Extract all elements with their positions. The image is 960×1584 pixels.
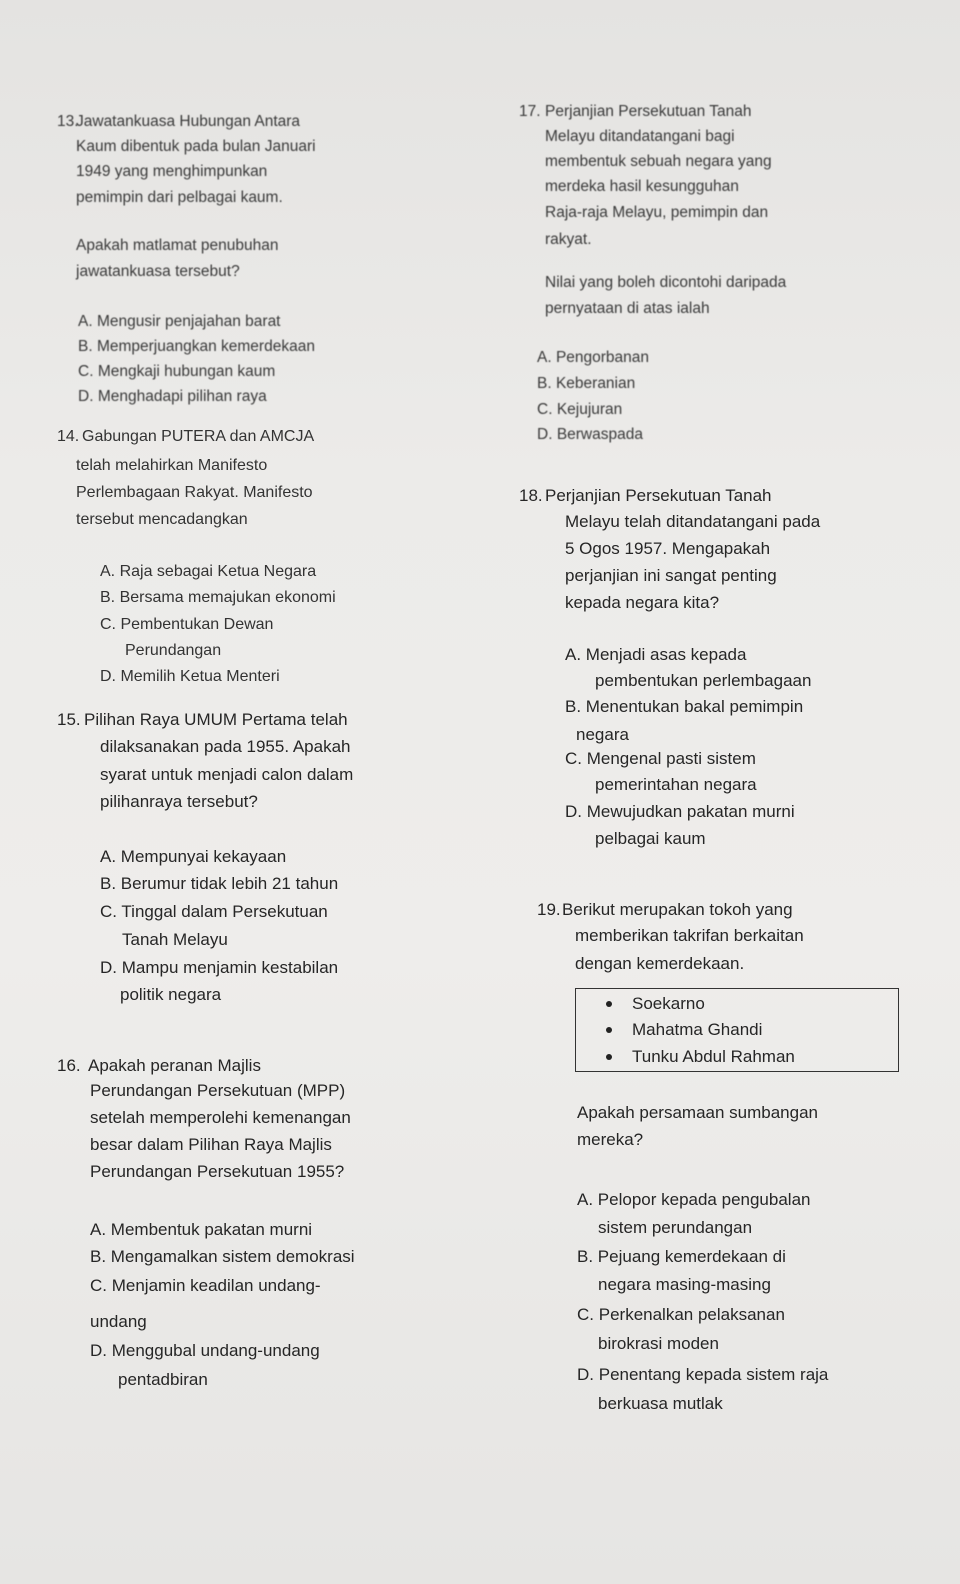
question-stem-line: Gabungan PUTERA dan AMCJA [82,428,315,445]
option-continuation: sistem perundangan [598,1218,753,1237]
question-stem-line: kepada negara kita? [565,593,720,612]
option-label: C. [100,616,121,633]
option-a[interactable] [100,561,316,583]
option-label: D. [90,1341,112,1360]
option-text: Pembentukan Dewan [120,616,274,633]
option-d[interactable] [577,1364,828,1386]
question-number: 17. [519,103,541,120]
option-text: Pelopor kepada pengubalan [597,1190,811,1209]
figure-name: Soekarno [632,994,705,1013]
option-text: Bersama memajukan ekonomi [119,589,336,606]
question-stem-line: pilihanraya tersebut? [100,792,258,811]
option-text: Menghadapi pilihan raya [97,388,267,405]
question-stem-line: besar dalam Pilihan Raya Majlis [90,1135,332,1154]
option-continuation: negara masing-masing [598,1275,771,1294]
option-a[interactable] [577,1189,810,1211]
option-text: Pejuang kemerdekaan di [597,1247,786,1266]
question-stem-line: 1949 yang menghimpunkan [76,163,268,180]
option-text: Mengusir penjajahan barat [96,313,281,330]
question-stem-line: Perjanjian Persekutuan Tanah [545,486,772,505]
question-number: 18. [519,486,543,505]
option-label: A. [90,1220,111,1239]
option-c[interactable] [577,1304,785,1326]
option-continuation: pemerintahan negara [595,775,757,794]
option-label: D. [537,426,557,443]
option-label: B. [565,697,586,716]
option-text: Mengamalkan sistem demokrasi [110,1247,355,1266]
option-d[interactable] [537,424,643,446]
option-a[interactable] [565,644,746,666]
option-continuation: negara [576,725,629,744]
question-stem-line: Kaum dibentuk pada bulan Januari [76,138,316,155]
question-number: 14. [57,428,80,445]
option-label: B. [78,338,97,355]
option-b[interactable] [577,1246,786,1268]
option-label: C. [100,902,122,921]
question-stem-line: Perjanjian Persekutuan Tanah [545,103,752,120]
option-b[interactable] [565,696,803,718]
question-stem-line: Perundangan Persekutuan 1955? [90,1162,345,1181]
option-label: B. [100,874,121,893]
option-label: B. [577,1247,598,1266]
option-text: Menjadi asas kepada [585,645,747,664]
option-text: Penentang kepada sistem raja [598,1365,829,1384]
question-stem-line: Pilihan Raya UMUM Pertama telah [84,710,348,729]
question-prompt-line: jawatankuasa tersebut? [76,263,240,280]
option-label: C. [565,749,587,768]
option-continuation: pembentukan perlembagaan [595,671,812,690]
option-label: A. [577,1190,598,1209]
question-stem-line: Melayu telah ditandatangani pada [565,512,821,531]
option-continuation: berkuasa mutlak [598,1394,723,1413]
option-text: Pengorbanan [555,349,650,366]
option-label: C. [537,401,557,418]
question-number: 13. [57,113,79,130]
option-label: A. [100,563,120,580]
option-c[interactable] [78,361,275,383]
question-number: 15. [57,710,81,729]
option-continuation: undang [90,1312,147,1331]
figure-name: Tunku Abdul Rahman [632,1047,795,1066]
option-a[interactable] [100,846,286,868]
option-text: Mampu menjamin kestabilan [121,958,339,977]
option-continuation: politik negara [120,985,222,1004]
question-stem-line: tersebut mencadangkan [76,511,248,528]
option-text: Berwaspada [556,426,643,443]
question-stem-line: 5 Ogos 1957. Mengapakah [565,539,771,558]
question-number: 19. [537,900,561,919]
option-label: D. [565,802,587,821]
option-label: D. [100,668,121,685]
question-prompt-line: Apakah matlamat penubuhan [76,237,279,254]
option-d[interactable] [100,666,280,688]
question-prompt-line: Apakah persamaan sumbangan [577,1103,818,1122]
option-text: Perkenalkan pelaksanan [598,1305,785,1324]
question-prompt-line: Nilai yang boleh dicontohi daripada [545,274,787,291]
question-prompt-line: mereka? [577,1130,644,1149]
option-text: Mempunyai kekayaan [120,847,287,866]
option-b[interactable] [100,587,336,609]
question-stem-line: pemimpin dari pelbagai kaum. [76,189,283,206]
option-c[interactable] [100,614,273,636]
option-continuation: Tanah Melayu [122,930,228,949]
option-label: B. [537,375,556,392]
option-label: D. [100,958,122,977]
option-b[interactable] [100,873,338,895]
question-stem-line: Apakah peranan Majlis [88,1056,261,1075]
option-label: A. [78,313,97,330]
option-text: Keberanian [555,375,636,392]
option-text: Raja sebagai Ketua Negara [119,563,317,580]
option-b[interactable] [78,336,315,358]
question-stem-line: Raja-raja Melayu, pemimpin dan [545,204,769,221]
option-c[interactable] [537,399,622,421]
question-stem-line: memberikan takrifan berkaitan [575,926,804,945]
question-stem-line: setelah memperolehi kemenangan [90,1108,351,1127]
option-label: C. [90,1276,112,1295]
option-label: B. [100,589,120,606]
question-stem-line: Berikut merupakan tokoh yang [562,900,793,919]
option-d[interactable] [78,386,267,408]
option-label: A. [537,349,556,366]
option-b[interactable] [90,1246,355,1268]
option-c[interactable] [100,901,328,923]
question-stem-line: perjanjian ini sangat penting [565,566,777,585]
question-stem-line: dengan kemerdekaan. [575,954,745,973]
option-d[interactable] [100,957,338,979]
question-stem-line: merdeka hasil kesungguhan [545,178,739,195]
option-c[interactable] [90,1275,321,1297]
option-label: B. [90,1247,111,1266]
option-continuation: pentadbiran [118,1370,208,1389]
option-label: A. [565,645,586,664]
option-text: Tinggal dalam Persekutuan [121,902,328,921]
option-label: D. [78,388,98,405]
option-text: Memilih Ketua Menteri [120,668,280,685]
question-stem-line: membentuk sebuah negara yang [545,153,772,170]
option-b[interactable] [537,373,635,395]
option-d[interactable] [565,801,795,823]
question-stem-line: Melayu ditandatangani bagi [545,128,735,145]
option-text: Memperjuangkan kemerdekaan [96,338,315,355]
option-label: A. [100,847,121,866]
question-number: 16. [57,1056,81,1075]
question-stem-line: rakyat. [545,231,592,248]
question-stem-line: syarat untuk menjadi calon dalam [100,765,354,784]
option-text: Berumur tidak lebih 21 tahun [120,874,339,893]
question-prompt-line: pernyataan di atas ialah [545,300,710,317]
question-stem-line: telah melahirkan Manifesto [76,457,268,474]
option-continuation: pelbagai kaum [595,829,706,848]
option-a[interactable] [78,311,281,333]
figure-name: Mahatma Ghandi [632,1020,763,1039]
option-c[interactable] [565,748,756,770]
option-a[interactable] [90,1219,312,1241]
question-stem-line: dilaksanakan pada 1955. Apakah [100,737,351,756]
option-label: C. [78,363,98,380]
option-a[interactable] [537,347,649,369]
option-label: D. [577,1365,599,1384]
option-text: Menggubal undang-undang [111,1341,320,1360]
question-stem-line: Perlembagaan Rakyat. Manifesto [76,484,313,501]
option-continuation: Perundangan [125,642,222,659]
option-label: C. [577,1305,599,1324]
option-text: Menjamin keadilan undang- [111,1276,321,1295]
option-continuation: birokrasi moden [598,1334,719,1353]
question-stem-line: Perundangan Persekutuan (MPP) [90,1081,346,1100]
option-text: Menentukan bakal pemimpin [585,697,804,716]
question-stem-line: Jawatankuasa Hubungan Antara [76,113,301,130]
option-text: Mewujudkan pakatan murni [586,802,795,821]
option-d[interactable] [90,1340,320,1362]
option-text: Mengenal pasti sistem [586,749,756,768]
option-text: Kejujuran [556,401,623,418]
option-text: Membentuk pakatan murni [110,1220,313,1239]
bullet-icon [606,1054,612,1060]
bullet-icon [606,1027,612,1033]
option-text: Mengkaji hubungan kaum [97,363,276,380]
bullet-icon [606,1001,612,1007]
